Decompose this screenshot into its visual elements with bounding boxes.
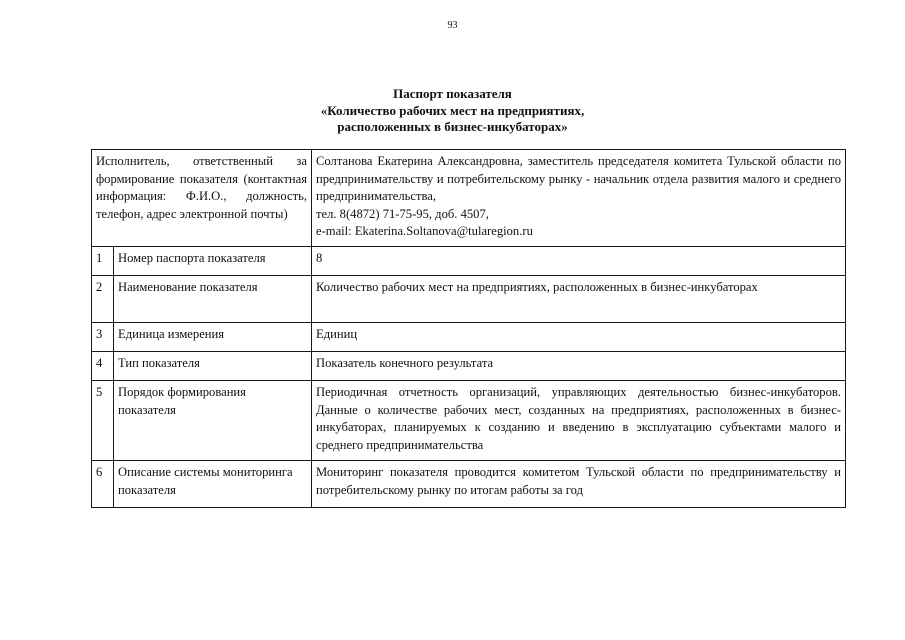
contact-phone: тел. 8(4872) 71-75-95, доб. 4507, bbox=[316, 206, 489, 221]
row-label: Единица измерения bbox=[114, 323, 312, 352]
row-value: Количество рабочих мест на предприятиях, расположенных в бизнес-инкубаторах bbox=[312, 276, 846, 323]
table-row bbox=[92, 276, 846, 323]
row-label: Порядок формирования показателя bbox=[114, 381, 312, 461]
page-number: 93 bbox=[447, 20, 458, 31]
title-line-1: Паспорт показателя bbox=[393, 86, 512, 101]
row-label: Описание системы мониторинга показателя bbox=[114, 461, 312, 508]
row-value: Мониторинг показателя проводится комитетом Тульской области по предпринимательству и потребительскому рынку по итогам работы за год bbox=[312, 461, 846, 508]
row-number: 5 bbox=[92, 381, 114, 461]
row-number: 3 bbox=[92, 323, 114, 352]
contact-value-cell bbox=[312, 150, 846, 247]
table-row bbox=[92, 352, 846, 381]
title-line-3: расположенных в бизнес-инкубаторах» bbox=[337, 119, 568, 134]
table-row bbox=[92, 323, 846, 352]
row-label: Тип показателя bbox=[114, 352, 312, 381]
contact-value-main: Солтанова Екатерина Александровна, заместитель председателя комитета Тульской области по предпринимательству и потребительскому рынку - начальник отдела развития малого и среднего предпринимательства, bbox=[316, 154, 841, 203]
row-value: Показатель конечного результата bbox=[312, 352, 846, 381]
title-line-2: «Количество рабочих мест на предприятиях, bbox=[320, 102, 585, 118]
table-row-contact bbox=[92, 150, 846, 247]
contact-label-cell: Исполнитель, ответственный за формирование показателя (контактная информация: Ф.И.О., должность, телефон, адрес электронной почты) bbox=[92, 150, 312, 247]
row-value: Единиц bbox=[312, 323, 846, 352]
row-value: 8 bbox=[312, 247, 846, 276]
table-row bbox=[92, 247, 846, 276]
table-row bbox=[92, 461, 846, 508]
table-row bbox=[92, 381, 846, 461]
row-label: Номер паспорта показателя bbox=[114, 247, 312, 276]
row-number: 1 bbox=[92, 247, 114, 276]
passport-table bbox=[91, 149, 846, 508]
contact-email: e-mail: Ekaterina.Soltanova@tularegion.ru bbox=[316, 224, 533, 238]
row-value: Периодичная отчетность организаций, управляющих деятельностью бизнес-инкубаторов. Данные о количестве рабочих мест, созданных на предприятиях, расположенных в бизнес-инкубаторах, планируемых к созданию и введению в эксплуатацию субъектами малого и среднего предпринимательства bbox=[312, 381, 846, 461]
row-number: 4 bbox=[92, 352, 114, 381]
row-number: 6 bbox=[92, 461, 114, 508]
row-number: 2 bbox=[92, 276, 114, 323]
document-title bbox=[0, 86, 905, 136]
row-label: Наименование показателя bbox=[114, 276, 312, 323]
